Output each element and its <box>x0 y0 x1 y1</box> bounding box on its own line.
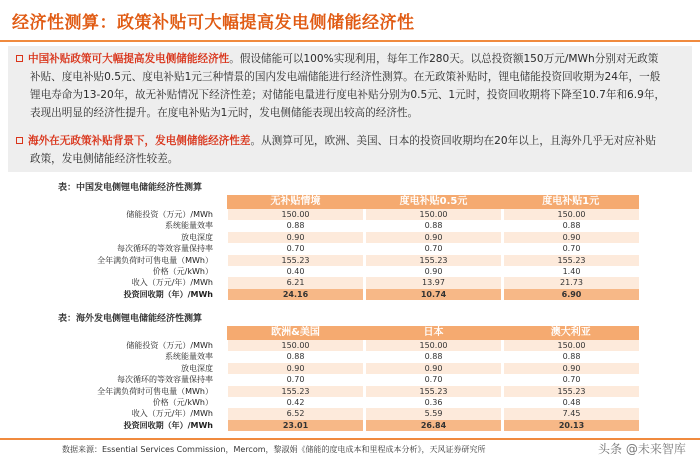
cell: 0.70 <box>365 243 503 254</box>
summary-box <box>8 46 692 172</box>
cell: 23.01 <box>227 420 365 431</box>
cell: 0.90 <box>365 266 503 277</box>
table-row <box>68 408 639 419</box>
square-bullet-icon <box>16 137 23 144</box>
row-label: 价格（元/kWh） <box>152 267 213 277</box>
cell: 150.00 <box>227 209 365 220</box>
cell: 0.88 <box>365 351 503 362</box>
table-row <box>68 243 639 254</box>
para-text: 锂电寿命为13-20年，故无补贴情况下经济性差；对储能电量进行度电补贴分别为0.5元、1元时，投资回收期将下降至10.7年和6.9年， <box>30 89 666 101</box>
cell: 0.42 <box>227 397 365 408</box>
col-header: 澳大利亚 <box>503 326 640 340</box>
row-label: 储能投资（万元）/MWh <box>126 341 213 350</box>
table-row <box>68 351 639 362</box>
row-label: 系统能量效率 <box>165 352 213 362</box>
table-row <box>68 386 639 397</box>
row-label: 全年满负荷时可售电量（MWh） <box>97 255 213 265</box>
cell: 0.90 <box>365 363 503 374</box>
cell: 0.40 <box>227 266 365 277</box>
col-header: 欧洲&美国 <box>227 326 365 340</box>
cell: 150.00 <box>365 209 503 220</box>
title-divider <box>0 40 700 42</box>
cell: 0.70 <box>503 374 640 385</box>
cell: 150.00 <box>365 340 503 351</box>
cell: 0.48 <box>503 397 640 408</box>
cell: 0.36 <box>365 397 503 408</box>
cell: 24.16 <box>227 289 365 300</box>
cell: 20.13 <box>503 420 640 431</box>
table-row <box>68 363 639 374</box>
china-economics-table <box>68 195 639 300</box>
table-row <box>68 255 639 266</box>
header-blank <box>68 195 227 209</box>
overseas-economics-table <box>68 326 639 431</box>
square-bullet-icon <box>16 55 23 62</box>
cell: 0.70 <box>227 243 365 254</box>
cell: 150.00 <box>503 340 640 351</box>
cell: 0.90 <box>227 363 365 374</box>
row-label: 投资回收期（年）/MWh <box>123 420 213 430</box>
highlight-overseas: 海外在无政策补贴背景下，发电侧储能经济性差 <box>28 135 251 147</box>
cell: 21.73 <box>503 277 640 288</box>
cell: 13.97 <box>365 277 503 288</box>
row-label: 收入（万元/年）/MWh <box>131 278 213 288</box>
col-header: 度电补贴1元 <box>503 195 640 209</box>
footer-divider <box>0 438 700 440</box>
cell: 7.45 <box>503 408 640 419</box>
cell: 0.88 <box>503 220 640 231</box>
paragraph-overseas <box>16 132 684 168</box>
cell: 0.88 <box>503 351 640 362</box>
para-text: 政策，发电侧储能经济性较差。 <box>30 153 179 165</box>
col-header: 无补贴情境 <box>227 195 365 209</box>
cell: 155.23 <box>365 255 503 266</box>
row-label: 全年满负荷时可售电量（MWh） <box>97 386 213 396</box>
header-blank <box>68 326 227 340</box>
cell: 0.88 <box>227 351 365 362</box>
cell: 155.23 <box>503 255 640 266</box>
cell: 155.23 <box>227 386 365 397</box>
row-label: 储能投资（万元）/MWh <box>126 210 213 219</box>
cell: 155.23 <box>227 255 365 266</box>
table-row <box>68 374 639 385</box>
cell: 0.90 <box>503 363 640 374</box>
table-header-row <box>68 326 639 340</box>
cell: 150.00 <box>227 340 365 351</box>
data-source-note: 数据来源：Essential Services Commission，Mercom，黎淑娟《储能的度电成本和里程成本分析》，天风证券研究所 <box>62 445 486 454</box>
table-row <box>68 397 639 408</box>
table1-title: 表：中国发电侧锂电储能经济性测算 <box>58 183 203 193</box>
cell: 6.52 <box>227 408 365 419</box>
row-label: 收入（万元/年）/MWh <box>131 409 213 419</box>
para-text: 补贴、度电补贴0.5元、度电补贴1元三种情景的国内发电端储能进行经济性测算。在无政策补贴时，锂电储能投资回收期为24年，一般 <box>30 71 661 83</box>
para-text: 。从测算可见，欧洲、美国、日本的投资回收期均在20年以上，且海外几乎无对应补贴 <box>250 135 656 147</box>
cell: 6.90 <box>503 289 640 300</box>
cell: 0.88 <box>365 220 503 231</box>
watermark-text: 头条 @未来智库 <box>598 442 686 456</box>
cell: 1.40 <box>503 266 640 277</box>
table-row <box>68 220 639 231</box>
table-header-row <box>68 195 639 209</box>
title-bar <box>0 0 700 40</box>
cell: 10.74 <box>365 289 503 300</box>
table-row-payback <box>68 289 639 300</box>
para-text: 表现出明显的经济性提升。在度电补贴为1元时，发电侧储能表现出较高的经济性。 <box>30 107 419 119</box>
cell: 150.00 <box>503 209 640 220</box>
table2-title: 表：海外发电侧锂电储能经济性测算 <box>58 314 203 324</box>
row-label: 每次循环的等效容量保持率 <box>117 244 213 254</box>
col-header: 日本 <box>365 326 503 340</box>
row-label: 放电深度 <box>181 363 213 373</box>
table-row <box>68 232 639 243</box>
cell: 0.90 <box>503 232 640 243</box>
table-row <box>68 340 639 351</box>
table-row <box>68 266 639 277</box>
cell: 155.23 <box>365 386 503 397</box>
page-title: 经济性测算：政策补贴可大幅提高发电侧储能经济性 <box>12 13 415 33</box>
row-label: 每次循环的等效容量保持率 <box>117 375 213 385</box>
cell: 6.21 <box>227 277 365 288</box>
cell: 155.23 <box>503 386 640 397</box>
table-row <box>68 209 639 220</box>
cell: 26.84 <box>365 420 503 431</box>
cell: 0.90 <box>365 232 503 243</box>
cell: 5.59 <box>365 408 503 419</box>
cell: 0.70 <box>503 243 640 254</box>
watermark <box>598 440 686 457</box>
row-label: 投资回收期（年）/MWh <box>123 289 213 299</box>
row-label: 系统能量效率 <box>165 221 213 231</box>
col-header: 度电补贴0.5元 <box>365 195 503 209</box>
cell: 0.88 <box>227 220 365 231</box>
para-text: 。假设储能可以100%实现利用，每年工作280天。以总投资额150万元/MWh分别对无政策 <box>229 53 659 65</box>
paragraph-china <box>16 50 684 122</box>
table-row <box>68 277 639 288</box>
row-label: 放电深度 <box>181 232 213 242</box>
cell: 0.90 <box>227 232 365 243</box>
cell: 0.70 <box>365 374 503 385</box>
cell: 0.70 <box>227 374 365 385</box>
row-label: 价格（元/kWh） <box>152 398 213 408</box>
table-row-payback <box>68 420 639 431</box>
highlight-china: 中国补贴政策可大幅提高发电侧储能经济性 <box>28 53 230 65</box>
